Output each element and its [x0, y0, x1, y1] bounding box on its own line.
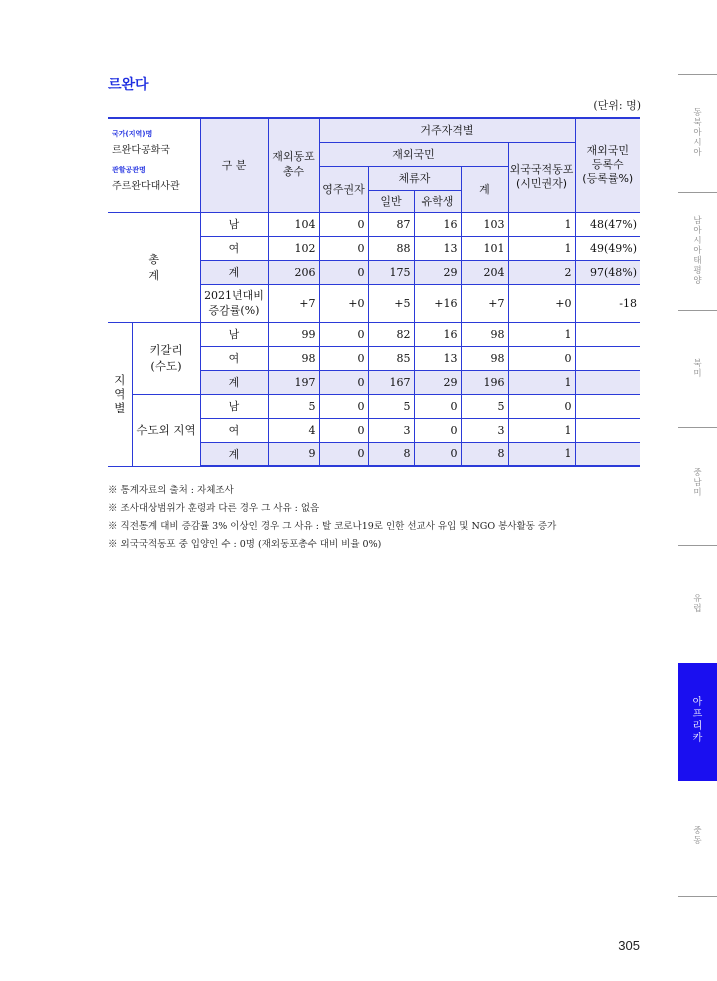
cell-foreign-national: 1 [508, 370, 575, 394]
row-label: 남 [200, 394, 268, 418]
group-region: 지 역 별 [108, 322, 132, 466]
unit-label: (단위: 명) [593, 99, 641, 112]
tab-divider [678, 192, 717, 193]
cell-foreign-national: +0 [508, 284, 575, 322]
group-total: 총 계 [108, 212, 200, 322]
cell-student: 0 [414, 394, 461, 418]
cell-foreign-national: 2 [508, 260, 575, 284]
cell-permanent: 0 [319, 322, 368, 346]
header-general: 일반 [368, 190, 414, 212]
cell-foreign-national: 0 [508, 346, 575, 370]
header-sojourner: 체류자 [368, 166, 461, 190]
cell-permanent: 0 [319, 442, 368, 466]
cell-student: 29 [414, 370, 461, 394]
tab-north-america[interactable]: 북 미 [693, 359, 702, 379]
cell-overseas-total: 5 [268, 394, 319, 418]
cell-registered [575, 322, 640, 346]
cell-registered: 48(47%) [575, 212, 640, 236]
cell-foreign-national: 0 [508, 394, 575, 418]
cell-general: 5 [368, 394, 414, 418]
cell-overseas-total: +7 [268, 284, 319, 322]
cell-general: 3 [368, 418, 414, 442]
cell-subtotal: 98 [461, 322, 508, 346]
cell-registered [575, 370, 640, 394]
cell-permanent: 0 [319, 212, 368, 236]
page-title: 르완다 [108, 77, 149, 93]
tab-divider [678, 545, 717, 546]
group-other-region: 수도외 지역 [132, 394, 200, 466]
cell-overseas-total: 4 [268, 418, 319, 442]
cell-overseas-total: 102 [268, 236, 319, 260]
cell-foreign-national: 1 [508, 322, 575, 346]
table-row [108, 394, 640, 418]
cell-registered: 49(49%) [575, 236, 640, 260]
cell-registered [575, 418, 640, 442]
cell-permanent: +0 [319, 284, 368, 322]
cell-student: 0 [414, 418, 461, 442]
row-label: 계 [200, 442, 268, 466]
cell-overseas-total: 197 [268, 370, 319, 394]
tab-africa: 아 프 리 카 [692, 697, 703, 744]
cell-subtotal: 3 [461, 418, 508, 442]
cell-registered [575, 442, 640, 466]
cell-subtotal: 103 [461, 212, 508, 236]
cell-student: 16 [414, 322, 461, 346]
header-overseas-total: 재외동포 총수 [268, 118, 319, 212]
cell-general: 87 [368, 212, 414, 236]
cell-foreign-national: 1 [508, 212, 575, 236]
header-student: 유학생 [414, 190, 461, 212]
cell-permanent: 0 [319, 418, 368, 442]
tab-south-asia-pacific[interactable]: 남 아 시 아 태 평 양 [693, 216, 702, 286]
header-citizens: 재외국민 [319, 142, 508, 166]
header-foreign-national: 외국국적동포 (시민권자) [508, 142, 575, 212]
cell-student: 0 [414, 442, 461, 466]
row-label: 남 [200, 212, 268, 236]
row-label: 계 [200, 260, 268, 284]
cell-general: 88 [368, 236, 414, 260]
header-subtotal: 계 [461, 166, 508, 212]
cell-general: 175 [368, 260, 414, 284]
table-row [108, 212, 640, 236]
row-label: 여 [200, 346, 268, 370]
tab-divider [678, 427, 717, 428]
office-label: 관할공관명 [112, 166, 146, 174]
row-label: 여 [200, 418, 268, 442]
row-label: 남 [200, 322, 268, 346]
office-value: 주르완다대사관 [112, 181, 180, 192]
cell-overseas-total: 104 [268, 212, 319, 236]
tab-divider [678, 310, 717, 311]
cell-general: 167 [368, 370, 414, 394]
page-number: 305 [618, 938, 640, 953]
footnote: ※ 조사대상범위가 훈령과 다른 경우 그 사유 : 없음 [108, 503, 320, 514]
cell-overseas-total: 206 [268, 260, 319, 284]
tab-divider [678, 896, 717, 897]
cell-subtotal: 204 [461, 260, 508, 284]
cell-foreign-national: 1 [508, 236, 575, 260]
cell-general: +5 [368, 284, 414, 322]
row-label: 여 [200, 236, 268, 260]
cell-general: 8 [368, 442, 414, 466]
tab-middle-east[interactable]: 중 동 [693, 826, 702, 846]
footnotes [108, 482, 556, 554]
cell-general: 85 [368, 346, 414, 370]
header-permanent: 영주권자 [319, 166, 368, 212]
cell-student: 13 [414, 346, 461, 370]
tab-latin-america[interactable]: 중 남 미 [693, 468, 702, 498]
cell-overseas-total: 98 [268, 346, 319, 370]
header-category: 구 분 [200, 118, 268, 212]
cell-registered [575, 346, 640, 370]
header-registered: 재외국민 등록수 (등록률%) [575, 118, 640, 212]
header-by-status: 거주자격별 [319, 118, 575, 142]
footnote: ※ 직전통계 대비 증감률 3% 이상인 경우 그 사유 : 탈 코로나19로 인한 선교사 유입 및 NGO 봉사활동 증가 [108, 521, 557, 532]
statistics-table [108, 117, 640, 467]
cell-registered: 97(48%) [575, 260, 640, 284]
cell-permanent: 0 [319, 346, 368, 370]
footnote: ※ 외국국적동포 중 입양인 수 : 0명 (재외동포총수 대비 비율 0%) [108, 539, 382, 550]
cell-student: +16 [414, 284, 461, 322]
country-value: 르완다공화국 [112, 145, 170, 156]
cell-subtotal: 5 [461, 394, 508, 418]
group-kigali: 키갈리 (수도) [132, 322, 200, 394]
country-label: 국가(지역)명 [112, 130, 153, 138]
cell-permanent: 0 [319, 236, 368, 260]
footnote: ※ 통계자료의 출처 : 자체조사 [108, 485, 234, 496]
tab-africa-active[interactable] [678, 663, 717, 781]
cell-general: 82 [368, 322, 414, 346]
cell-permanent: 0 [319, 260, 368, 284]
cell-registered: -18 [575, 284, 640, 322]
tab-northeast-asia[interactable]: 동 북 아 시 아 [693, 108, 702, 158]
cell-subtotal: 196 [461, 370, 508, 394]
tab-divider [678, 74, 717, 75]
cell-student: 16 [414, 212, 461, 236]
cell-permanent: 0 [319, 370, 368, 394]
cell-overseas-total: 99 [268, 322, 319, 346]
table-row [108, 322, 640, 346]
cell-subtotal: +7 [461, 284, 508, 322]
tab-europe[interactable]: 유 럽 [693, 594, 702, 614]
cell-student: 29 [414, 260, 461, 284]
cell-subtotal: 101 [461, 236, 508, 260]
cell-foreign-national: 1 [508, 442, 575, 466]
row-label: 계 [200, 370, 268, 394]
cell-subtotal: 98 [461, 346, 508, 370]
cell-student: 13 [414, 236, 461, 260]
cell-registered [575, 394, 640, 418]
cell-permanent: 0 [319, 394, 368, 418]
cell-foreign-national: 1 [508, 418, 575, 442]
cell-overseas-total: 9 [268, 442, 319, 466]
row-label: 2021년대비 증감률(%) [200, 284, 268, 322]
country-info-cell [108, 118, 200, 212]
cell-subtotal: 8 [461, 442, 508, 466]
